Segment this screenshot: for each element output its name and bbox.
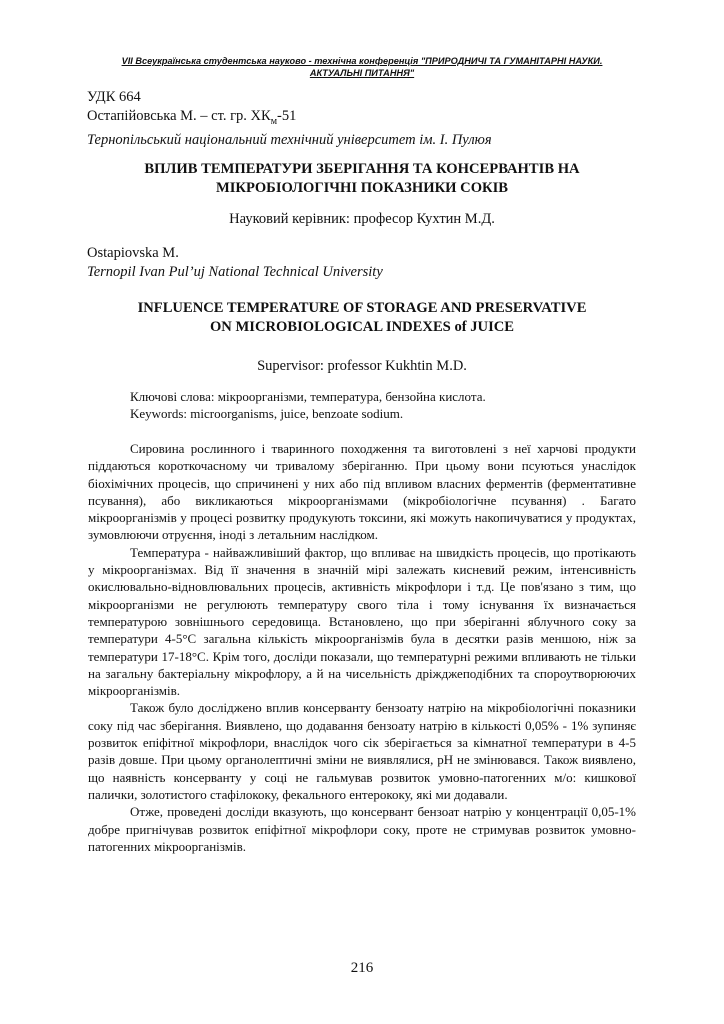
ua-author-name: Остапійовська М. – ст. гр. ХК	[87, 108, 271, 124]
ua-affiliation: Тернопільський національний технічний університет ім. І. Пулюя	[87, 131, 492, 148]
en-title	[87, 299, 637, 337]
en-author: Ostapiovska M.	[87, 245, 179, 261]
body-paragraph-1: Сировина рослинного і тваринного походження та виготовлені з неї харчові продукти піддаються короткочасному чи тривалому зберіганню. При цьому вони псуються унаслідок біохімічних процесів, що спричинені у них або під впливом власних ферментів (ферментативне псування), або викликаються мікроорганізмами (мікробіологічне псування) . Багато мікроорганізмів у процесі розвитку продукують токсини, які можуть накопичуватися у продуктах, зумовлюючи отруєння, іноді з летальним наслідком.	[88, 441, 636, 543]
keywords-block	[130, 388, 486, 422]
body-paragraph-3: Також було досліджено вплив консерванту бензоату натрію на мікробіологічні показники соку під час зберігання. Виявлено, що додавання бензоату натрію в кількості 0,05% - 1% зупиняє розвиток епіфітної мікрофлори, внаслідок чого сік зберігається за кімнатної температури в 4-5 разів довше. При цьому органолептичні зміни не виявлялися, pH не змінювався. Також виявлено, що наявність консерванту у соці не гальмував розвиток умовно-патогенних м/о: кишкової палички, золотистого стафілококу, фекального ентерококу, які ми додавали.	[88, 700, 636, 802]
body-paragraph-2: Температура - найважливіший фактор, що впливає на швидкість процесів, що протікають у мікроорганізмах. Від її значення в значній мірі залежать кисневий режим, інтенсивність окислювально-відновлювальних процесів, активність мікрофлори і т.д. Це пов'язано з тим, що мікроорганізми не регулюють температуру свого тіла і тому існування їх визначається температурою зовнішнього середовища. Встановлено, що при зберіганні яблучного соку за температури 4-5°С загальна кількість мікроорганізмів була в десятки разів меншою, ніж за температури 17-18°С. Крім того, досліди показали, що температурні режими впливають не тільки на загальну бактеріальну мікрофлору, а й на чисельність дріжджеподібних та спороутворюючих мікроорганізмів.	[88, 544, 636, 699]
ua-author-block	[87, 88, 492, 150]
en-affiliation: Ternopil Ivan Pul’uj National Technical University	[87, 264, 383, 280]
ua-supervisor: Науковий керівник: професор Кухтин М.Д.	[229, 211, 495, 227]
ua-title	[87, 160, 637, 198]
en-title-line2: ON MICROBIOLOGICAL INDEXES of JUICE	[209, 319, 515, 335]
ua-author	[87, 107, 492, 131]
udc-code: УДК 664	[87, 89, 141, 105]
ua-author-group-subscript: м	[270, 115, 278, 127]
conference-header-line1: VII Всеукраїнська студентська науково - технічна конференція "ПРИРОДНИЧІ ТА ГУМАНІТАРНІ НАУКИ.	[121, 56, 603, 66]
ua-title-line1: ВПЛИВ ТЕМПЕРАТУРИ ЗБЕРІГАННЯ ТА КОНСЕРВАНТІВ НА	[144, 161, 580, 177]
page-number: 216	[350, 960, 374, 976]
conference-header-line2: АКТУАЛЬНІ ПИТАННЯ"	[309, 68, 415, 78]
keywords-ua: Ключові слова: мікроорганізми, температура, бензойна кислота.	[130, 389, 486, 404]
body-paragraph-4: Отже, проведені досліди вказують, що консервант бензоат натрію у концентрації 0,05-1% добре пригнічував розвиток епіфітної мікрофлори соку, проте не стримував розвиток умовно-патогенних мікроорганізмів.	[88, 804, 636, 854]
en-author-block	[87, 244, 383, 282]
conference-header	[90, 55, 634, 79]
en-title-line1: INFLUENCE TEMPERATURE OF STORAGE AND PRESERVATIVE	[137, 300, 587, 316]
ua-author-group-suffix: -51	[277, 108, 297, 124]
ua-title-line2: МІКРОБІОЛОГІЧНІ ПОКАЗНИКИ СОКІВ	[215, 180, 509, 196]
en-supervisor: Supervisor: professor Kukhtin M.D.	[257, 358, 467, 374]
body-text	[88, 440, 636, 855]
keywords-en: Keywords: microorganisms, juice, benzoate sodium.	[130, 406, 404, 421]
